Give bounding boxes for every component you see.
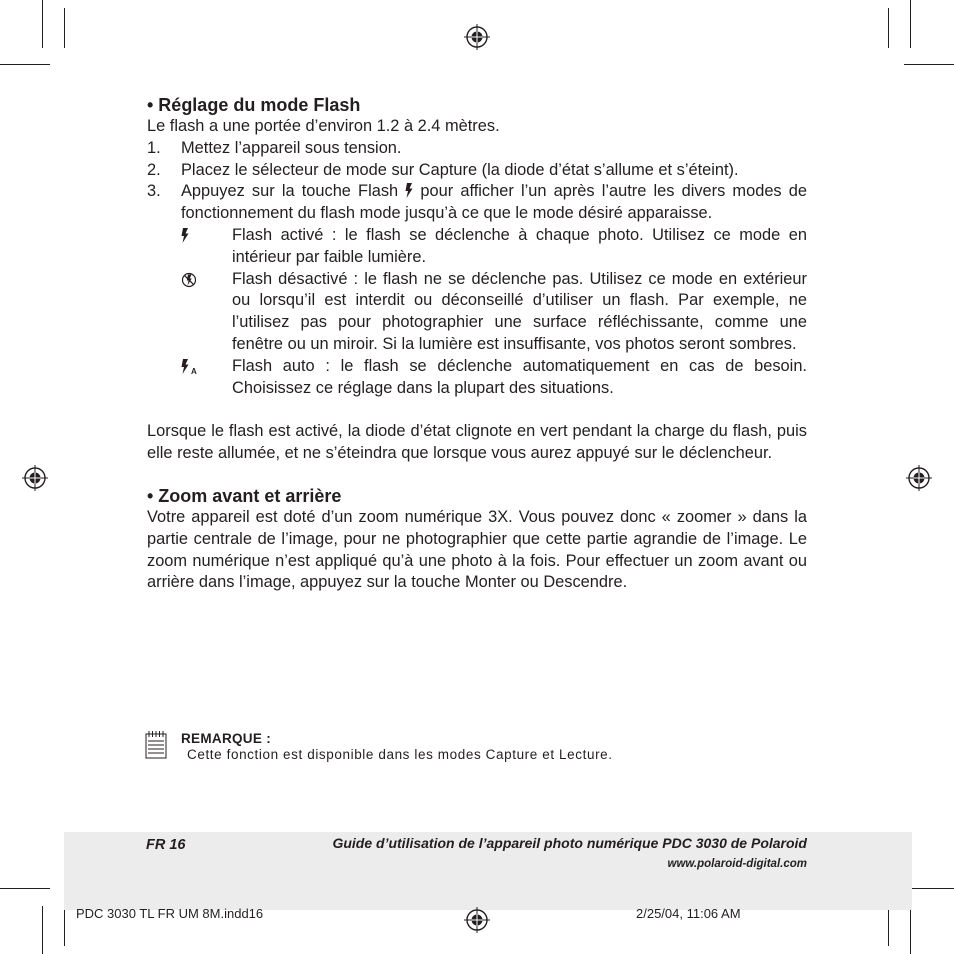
registration-mark-icon — [906, 465, 932, 491]
website-url: www.polaroid-digital.com — [667, 858, 807, 870]
list-text — [181, 181, 807, 225]
zoom-paragraph: Votre appareil est doté d’un zoom numérique 3X. Vous pouvez donc « zoomer » dans la partie centrale de l’image, pour ne photographier que cette partie agrandie de l’image. Le zoom numérique n’est appliqué qu’à une photo à la fois. Pour effectuer un zoom avant ou arrière dans l’image, appuyez sur la touche Monter ou Descendre. — [147, 507, 807, 592]
registration-mark-icon — [464, 907, 490, 933]
flash-mode-item — [181, 269, 807, 356]
flash-status-paragraph: Lorsque le flash est activé, la diode d’état clignote en vert pendant la charge du flash, puis elle reste allumée, et ne s’éteindra que lorsque vous aurez appuyé sur le déclencheur. — [147, 422, 807, 463]
list-item — [147, 138, 807, 160]
flash-icon — [405, 183, 413, 198]
registration-mark-icon — [464, 24, 490, 50]
crop-mark — [910, 906, 911, 954]
crop-mark — [42, 906, 43, 954]
list-number: 3. — [147, 182, 161, 201]
flash-mode-item — [181, 356, 807, 400]
note-icon — [145, 731, 167, 761]
crop-mark — [888, 906, 889, 946]
crop-mark — [64, 906, 65, 946]
page-number: FR 16 — [146, 837, 186, 853]
crop-mark — [904, 64, 954, 65]
list-text: Mettez l’appareil sous tension. — [181, 138, 402, 157]
section-heading-flash: • Réglage du mode Flash — [147, 95, 361, 115]
list-number: 1. — [147, 138, 161, 157]
guide-title: Guide d’utilisation de l’appareil photo numérique PDC 3030 de Polaroid — [332, 835, 807, 851]
flash-on-icon — [181, 228, 189, 243]
section-heading-zoom: • Zoom avant et arrière — [147, 485, 342, 506]
list-number: 2. — [147, 160, 161, 179]
list-item — [147, 160, 807, 182]
svg-text:A: A — [191, 366, 197, 376]
registration-mark-icon — [22, 465, 48, 491]
page-content — [147, 94, 807, 594]
crop-mark — [0, 888, 50, 889]
crop-mark — [910, 0, 911, 48]
flash-off-icon — [181, 272, 197, 288]
slug-filename: PDC 3030 TL FR UM 8M.indd16 — [76, 906, 264, 921]
list-text-part: pour afficher l’un après l’autre les divers modes de fonctionnement du flash mode jusqu’à ce que le mode désiré apparaisse. — [181, 182, 807, 223]
flash-mode-text: Flash activé : le flash se déclenche à chaque photo. Utilisez ce mode en intérieur par faible lumière. — [232, 225, 807, 266]
flash-auto-icon — [181, 359, 199, 376]
flash-mode-text: Flash auto : le flash se déclenche automatiquement en cas de besoin. Choisissez ce réglage dans la plupart des situations. — [232, 356, 807, 397]
slug-date: 2/25/04, 11:06 AM — [636, 906, 741, 921]
flash-mode-text: Flash désactivé : le flash ne se déclenche pas. Utilisez ce mode en extérieur ou lorsqu’il est interdit ou déconseillé d’utiliser un flash. Par exemple, ne l’utilisez pas pour photographier une surface réfléchissante, comme une fenêtre ou un miroir. Si la lumière est insuffisante, vos photos seront sombres. — [232, 269, 807, 353]
note-text: Cette fonction est disponible dans les modes Capture et Lecture. — [187, 747, 613, 762]
crop-mark — [0, 64, 50, 65]
list-text-part: Appuyez sur la touche Flash — [181, 182, 399, 201]
crop-mark — [888, 8, 889, 48]
list-item — [147, 181, 807, 225]
flash-range-text: Le flash a une portée d’environ 1.2 à 2.4 mètres. — [147, 117, 500, 135]
flash-mode-item — [181, 225, 807, 269]
crop-mark — [42, 0, 43, 48]
note-title: REMARQUE : — [181, 731, 271, 746]
list-text: Placez le sélecteur de mode sur Capture (la diode d’état s’allume et s’éteint). — [181, 160, 739, 179]
crop-mark — [64, 8, 65, 48]
